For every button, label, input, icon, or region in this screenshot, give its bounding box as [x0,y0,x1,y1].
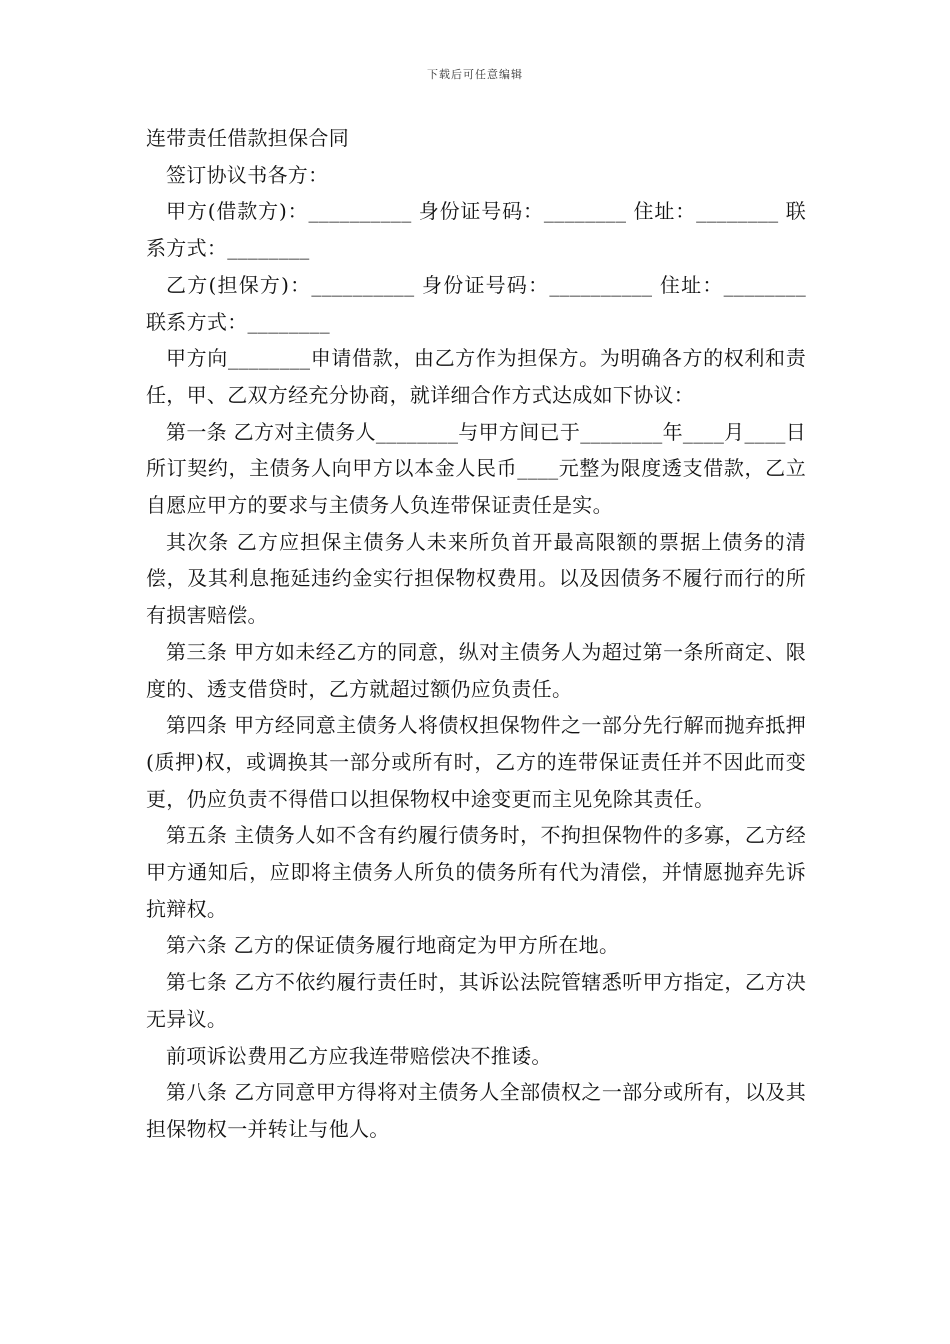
paragraph-article-8: 第八条 乙方同意甲方得将对主债务人全部债权之一部分或所有，以及其担保物权一并转让与他人。 [146,1080,806,1141]
paragraph-article-2: 其次条 乙方应担保主债务人未来所负首开最高限额的票据上债务的清偿，及其利息拖延违约金实行担保物权费用。以及因债务不履行而行的所有损害赔偿。 [146,529,806,628]
page-header-note: 下载后可任意编辑 [427,68,523,81]
paragraph-party-b: 乙方(担保方)：__________ 身份证号码：__________ 住址：________ 联系方式：________ [146,272,806,334]
document-body [146,120,806,1148]
paragraph-article-4: 第四条 甲方经同意主债务人将债权担保物件之一部分先行解而抛弃抵押(质押)权，或调换其一部分或所有时，乙方的连带保证责任并不因此而变更，仍应负责不得借口以担保物权中途变更而主见免除其责任。 [146,713,806,811]
paragraph-litigation-costs: 前项诉讼费用乙方应我连带赔偿决不推诿。 [166,1043,552,1068]
paragraph-article-6: 第六条 乙方的保证债务履行地商定为甲方所在地。 [166,933,620,958]
paragraph-preamble: 甲方向________申请借款，由乙方作为担保方。为明确各方的权利和责任，甲、乙双方经充分协商，就详细合作方式达成如下协议： [146,346,806,407]
paragraph-article-1: 第一条 乙方对主债务人________与甲方间已于________年____月____日所订契约，主债务人向甲方以本金人民币____元整为限度透支借款，乙立自愿应甲方的要求与主债务人负连带保证责任是实。 [146,419,806,518]
document-title: 连带责任借款担保合同 [146,126,349,150]
paragraph-article-7: 第七条 乙方不依约履行责任时，其诉讼法院管辖悉听甲方指定，乙方决无异议。 [146,970,806,1031]
paragraph-article-3: 第三条 甲方如未经乙方的同意，纵对主债务人为超过第一条所商定、限度的、透支借贷时，乙方就超过额仍应负责任。 [146,639,806,701]
paragraph-party-a: 甲方(借款方)：__________ 身份证号码：________ 住址：________ 联系方式：________ [146,199,806,261]
paragraph-article-5: 第五条 主债务人如不含有约履行债务时，不拘担保物件的多寡，乙方经甲方通知后，应即将主债务人所负的债务所有代为清偿，并情愿抛弃先诉抗辩权。 [146,823,806,921]
paragraph-parties-intro: 签订协议书各方： [166,162,329,187]
